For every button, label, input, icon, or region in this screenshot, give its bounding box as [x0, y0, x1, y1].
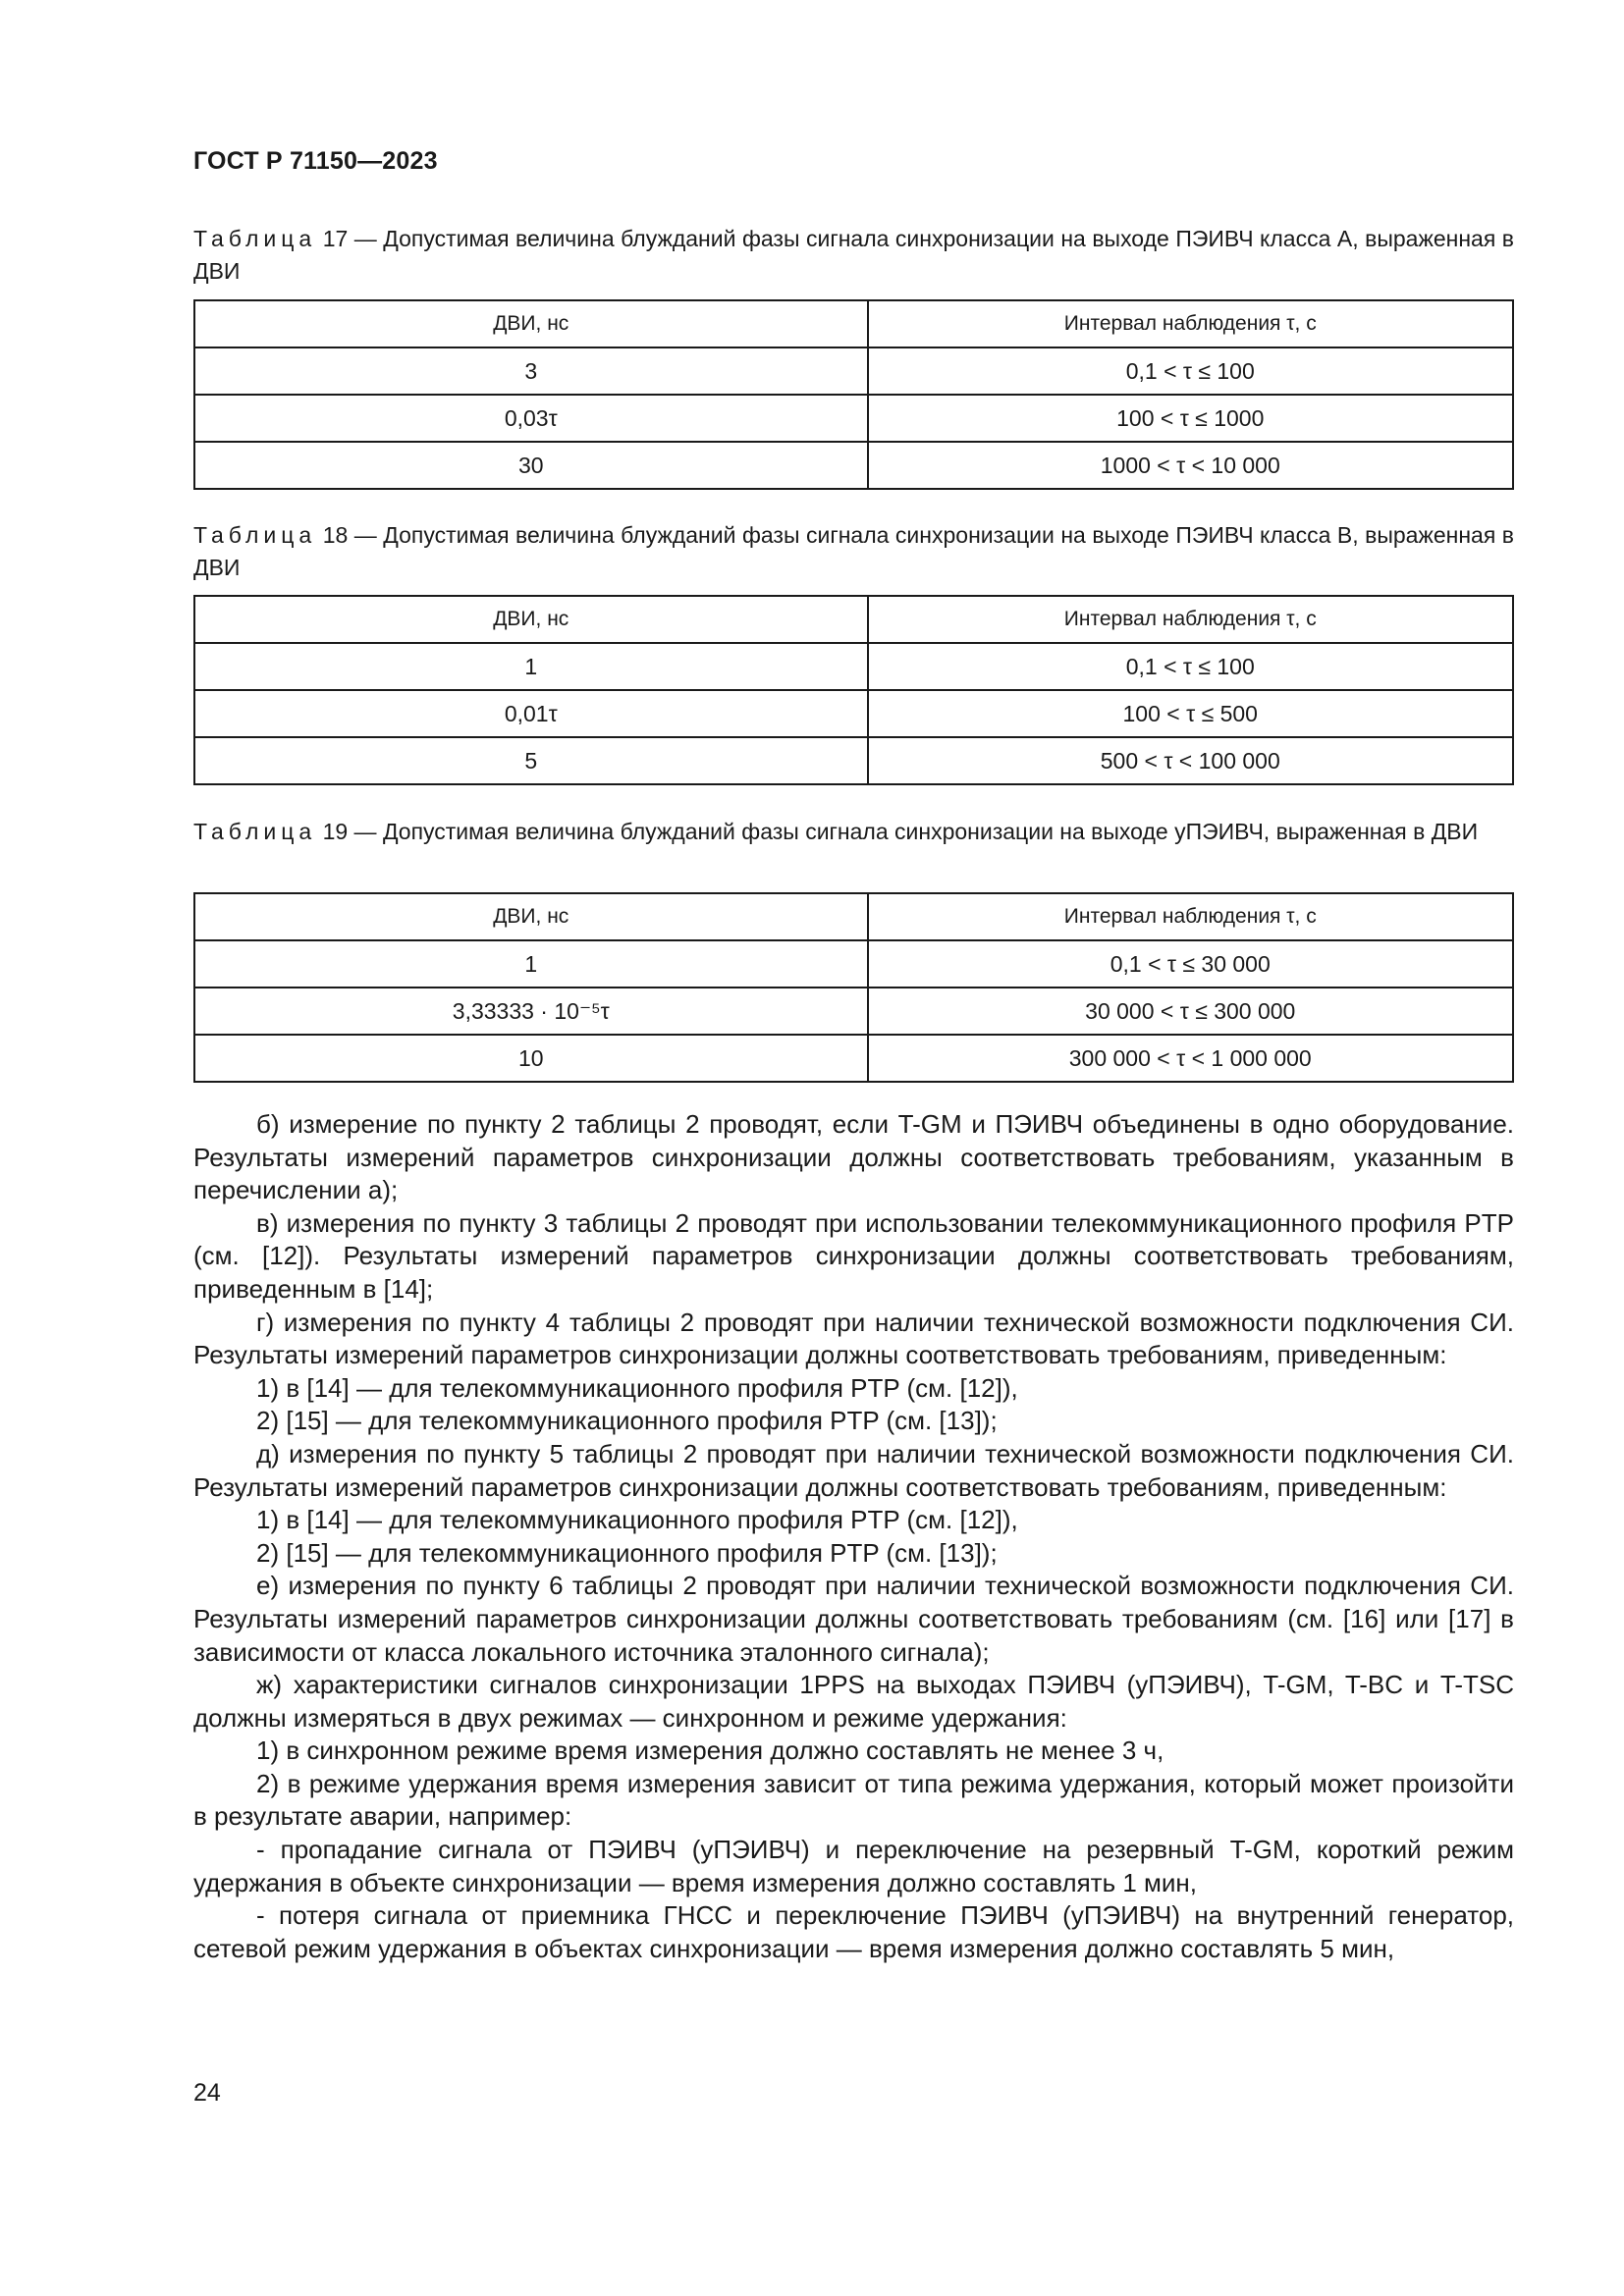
- interval-cell: 1000 < τ < 10 000: [868, 442, 1514, 489]
- paragraph: е) измерения по пункту 6 таблицы 2 проводят при наличии технической возможности подключения СИ. Результаты измерений параметров синхронизации должны соответствовать требованиям (см. [16] или [17] в зависимости от класса локального источника эталонного сигнала);: [193, 1571, 1514, 1667]
- paragraph: 2) в режиме удержания время измерения зависит от типа режима удержания, который может произойти в результате аварии, например:: [193, 1768, 1514, 1832]
- table-18-caption-text: 18 — Допустимая величина блужданий фазы сигнала синхронизации на выходе ПЭИВЧ класса В, выраженная в ДВИ: [193, 522, 1514, 580]
- page-number: 24: [193, 2079, 221, 2107]
- interval-cell: 100 < τ ≤ 1000: [868, 395, 1514, 442]
- dvi-cell: 1: [194, 643, 868, 690]
- interval-cell: 0,1 < τ ≤ 100: [868, 643, 1514, 690]
- table-row: [194, 690, 1513, 737]
- paragraph: г) измерения по пункту 4 таблицы 2 проводят при наличии технической возможности подключения СИ. Результаты измерений параметров синхронизации должны соответствовать требованиям, приведенным:: [193, 1307, 1514, 1370]
- interval-cell: 500 < τ < 100 000: [868, 737, 1514, 784]
- table-row: [194, 940, 1513, 988]
- table-row: [194, 442, 1513, 489]
- paragraph: - пропадание сигнала от ПЭИВЧ (уПЭИВЧ) и переключение на резервный T-GM, короткий режим удержания в объекте синхронизации — время измерения должно составлять 1 мин,: [193, 1835, 1514, 1897]
- dvi-cell: 30: [194, 442, 868, 489]
- paragraph: 2) [15] — для телекоммуникационного профиля PTP (см. [13]);: [256, 1406, 998, 1436]
- dvi-cell: 0,01τ: [194, 690, 868, 737]
- body-text: [193, 1108, 1514, 1965]
- header-cell-dvi: ДВИ, нс: [194, 893, 868, 940]
- paragraph: в) измерения по пункту 3 таблицы 2 проводят при использовании телекоммуникационного профиля PTP (см. [12]). Результаты измерений параметров синхронизации должны соответствовать требованиям, приведенным в [14];: [193, 1207, 1514, 1304]
- table-row: [194, 347, 1513, 395]
- table-header-row: [194, 596, 1513, 643]
- table-18-caption-label: Таблица: [193, 522, 317, 548]
- dvi-cell: 5: [194, 737, 868, 784]
- paragraph: - потеря сигнала от приемника ГНСС и переключение ПЭИВЧ (уПЭИВЧ) на внутренний генератор, сетевой режим удержания в объектах синхронизации — время измерения должно составлять 5 мин,: [193, 1900, 1514, 1963]
- table-header-row: [194, 893, 1513, 940]
- interval-cell: 0,1 < τ ≤ 100: [868, 347, 1514, 395]
- interval-cell: 0,1 < τ ≤ 30 000: [868, 940, 1514, 988]
- table-19-caption-label: Таблица: [193, 819, 317, 844]
- header-cell-interval: Интервал наблюдения τ, с: [868, 596, 1514, 643]
- paragraph: б) измерение по пункту 2 таблицы 2 проводят, если T-GM и ПЭИВЧ объединены в одно оборудование. Результаты измерений параметров синхронизации должны соответствовать требованиям, указанным в перечислении а);: [193, 1109, 1514, 1205]
- interval-cell: 100 < τ ≤ 500: [868, 690, 1514, 737]
- dvi-cell: 0,03τ: [194, 395, 868, 442]
- table-19-caption: [193, 816, 1514, 848]
- table-17-caption-text: 17 — Допустимая величина блужданий фазы сигнала синхронизации на выходе ПЭИВЧ класса А, выраженная в ДВИ: [193, 226, 1514, 284]
- table-18-caption: [193, 519, 1514, 584]
- paragraph: ж) характеристики сигналов синхронизации 1PPS на выходах ПЭИВЧ (уПЭИВЧ), T-GM, T-BC и T-TSC должны измеряться в двух режимах — синхронном и режиме удержания:: [193, 1670, 1514, 1733]
- paragraph: 2) [15] — для телекоммуникационного профиля PTP (см. [13]);: [256, 1537, 998, 1568]
- paragraph: д) измерения по пункту 5 таблицы 2 проводят при наличии технической возможности подключения СИ. Результаты измерений параметров синхронизации должны соответствовать требованиям, приведенным:: [193, 1438, 1514, 1502]
- dvi-cell: 3: [194, 347, 868, 395]
- table-row: [194, 737, 1513, 784]
- header-cell-dvi: ДВИ, нс: [194, 596, 868, 643]
- interval-cell: 300 000 < τ < 1 000 000: [868, 1035, 1514, 1082]
- table-18: [193, 595, 1514, 785]
- table-header-row: [194, 300, 1513, 347]
- paragraph: 1) в синхронном режиме время измерения должно составлять не менее 3 ч,: [256, 1735, 1164, 1766]
- table-17: [193, 299, 1514, 490]
- header-cell-dvi: ДВИ, нс: [194, 300, 868, 347]
- table-row: [194, 988, 1513, 1035]
- paragraph: 1) в [14] — для телекоммуникационного профиля PTP (см. [12]),: [256, 1505, 1018, 1535]
- table-17-caption: [193, 223, 1514, 288]
- paragraph: 1) в [14] — для телекоммуникационного профиля PTP (см. [12]),: [256, 1372, 1018, 1403]
- table-row: [194, 395, 1513, 442]
- header-cell-interval: Интервал наблюдения τ, с: [868, 300, 1514, 347]
- interval-cell: 30 000 < τ ≤ 300 000: [868, 988, 1514, 1035]
- table-row: [194, 1035, 1513, 1082]
- table-17-caption-label: Таблица: [193, 226, 317, 251]
- table-19-caption-text: 19 — Допустимая величина блужданий фазы сигнала синхронизации на выходе уПЭИВЧ, выраженная в ДВИ: [316, 819, 1479, 844]
- dvi-cell: 1: [194, 940, 868, 988]
- table-row: [194, 643, 1513, 690]
- dvi-cell: 3,33333 · 10⁻⁵τ: [194, 988, 868, 1035]
- dvi-cell: 10: [194, 1035, 868, 1082]
- header-cell-interval: Интервал наблюдения τ, с: [868, 893, 1514, 940]
- document-code: ГОСТ Р 71150—2023: [193, 147, 438, 175]
- table-19: [193, 892, 1514, 1083]
